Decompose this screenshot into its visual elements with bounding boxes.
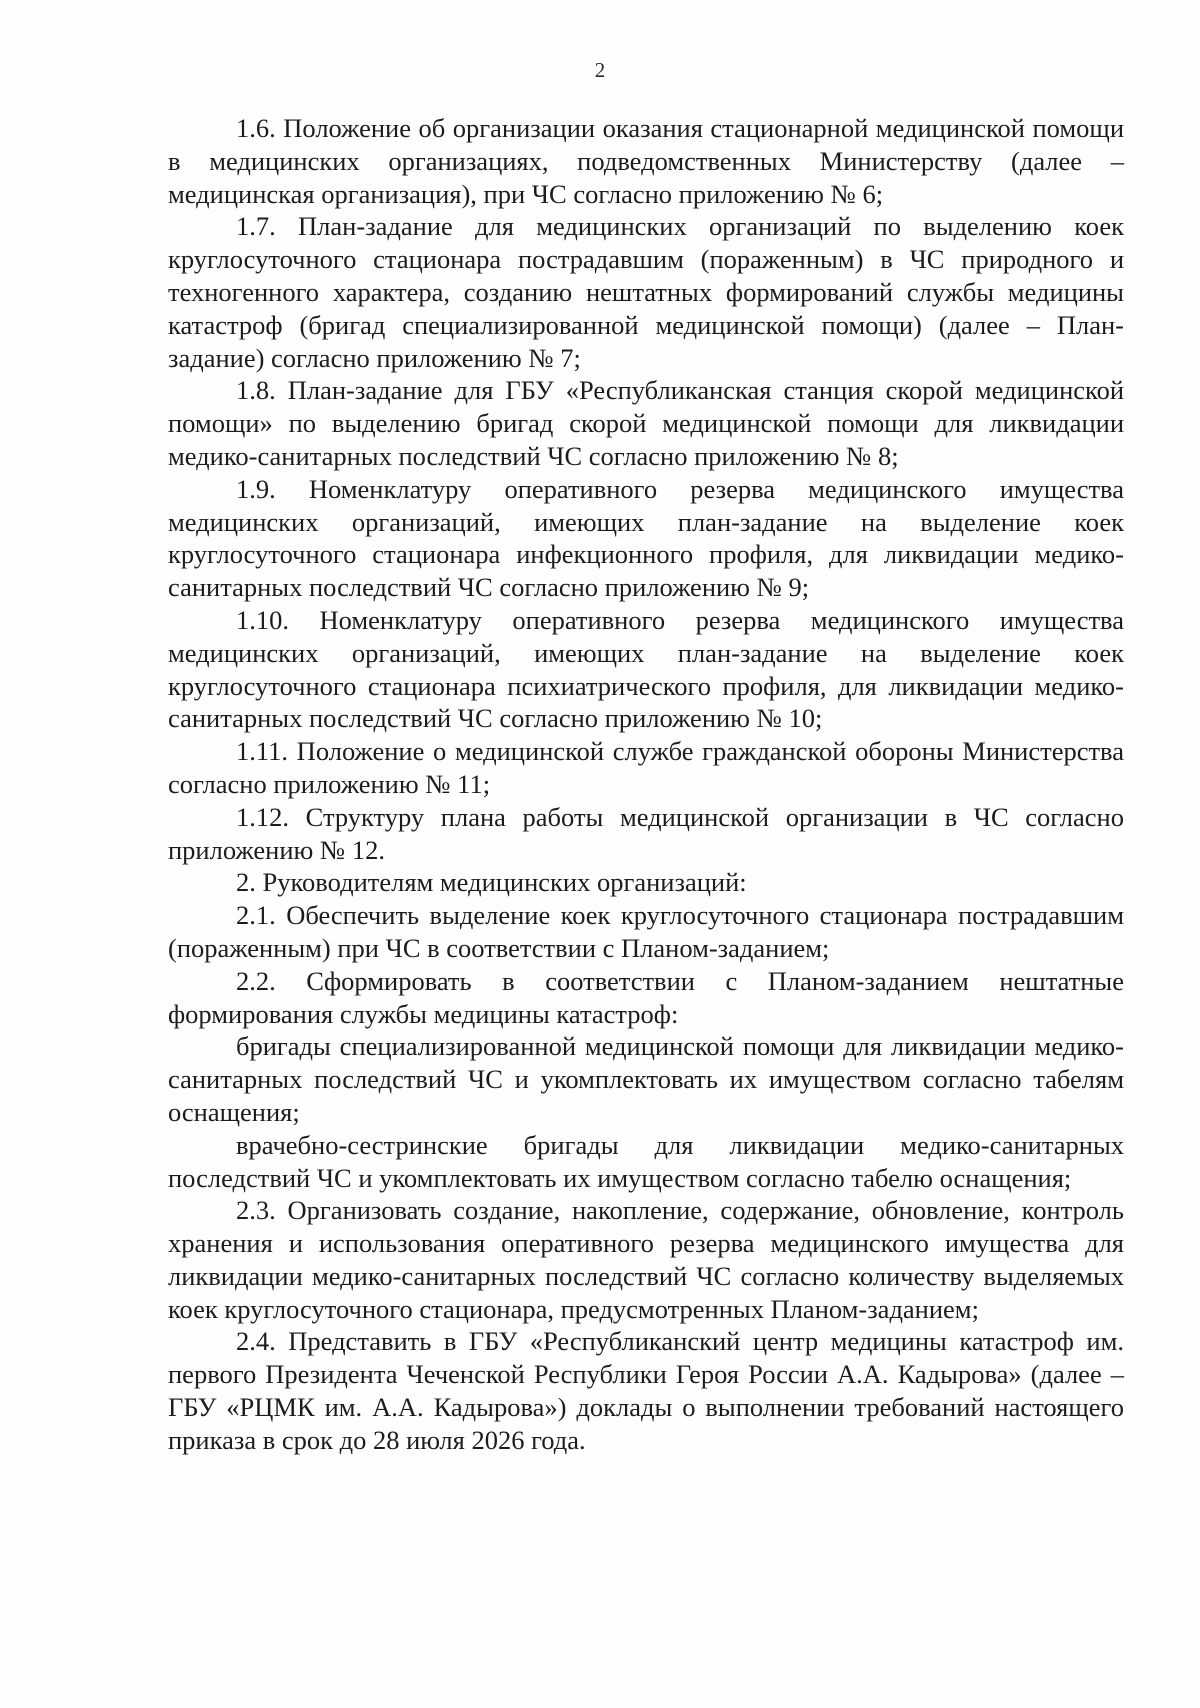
page-number: 2 xyxy=(594,58,606,82)
paragraph-2-3: 2.3. Организовать создание, накопление, содержание, обновление, контроль хранения и использования оперативного резерва медицинского имущества для ликвидации медико-санитарных последствий ЧС согласно количеству выделяемых коек круглосуточного стационара, предусмотренных Планом-заданием; xyxy=(168,1195,1124,1324)
paragraph-2-4: 2.4. Представить в ГБУ «Республиканский центр медицины катастроф им. первого Президента Чеченской Республики Героя России А.А. Кадырова» (далее – ГБУ «РЦМК им. А.А. Кадырова») доклады о выполнении требований настоящего приказа в срок до 28 июля 2026 года. xyxy=(168,1326,1124,1455)
paragraph-2-2-item-specialized-brigades: бригады специализированной медицинской помощи для ликвидации медико-санитарных последствий ЧС и укомплектовать их имуществом согласно табелям оснащения; xyxy=(168,1031,1124,1127)
paragraph-1-12: 1.12. Структуру плана работы медицинской организации в ЧС согласно приложению № 12. xyxy=(168,801,1124,865)
paragraph-1-7: 1.7. План-задание для медицинских организаций по выделению коек круглосуточного стационара пострадавшим (пораженным) в ЧС природного и техногенного характера, созданию нештатных формирований службы медицины катастроф (бригад специализированной медицинской помощи) (далее – План-задание) согласно приложению № 7; xyxy=(168,211,1124,373)
paragraph-2: 2. Руководителям медицинских организаций: xyxy=(236,867,747,898)
paragraph-2-2-item-nursing-brigades: врачебно-сестринские бригады для ликвидации медико-санитарных последствий ЧС и укомплектовать их имуществом согласно табелю оснащения; xyxy=(168,1129,1124,1193)
paragraph-1-11: 1.11. Положение о медицинской службе гражданской обороны Министерства согласно приложению № 11; xyxy=(168,736,1124,799)
document-body xyxy=(168,112,1124,1457)
paragraph-1-9: 1.9. Номенклатуру оперативного резерва медицинского имущества медицинских организаций, имеющих план-задание на выделение коек круглосуточного стационара инфекционного профиля, для ликвидации медико-санитарных последствий ЧС согласно приложению № 9; xyxy=(168,473,1124,603)
paragraph-1-8: 1.8. План-задание для ГБУ «Республиканская станция скорой медицинской помощи» по выделению бригад скорой медицинской помощи для ликвидации медико-санитарных последствий ЧС согласно приложению № 8; xyxy=(168,375,1124,471)
paragraph-1-10: 1.10. Номенклатуру оперативного резерва медицинского имущества медицинских организаций, имеющих план-задание на выделение коек круглосуточного стационара психиатрического профиля, для ликвидации медико-санитарных последствий ЧС согласно приложению № 10; xyxy=(168,604,1124,734)
paragraph-2-2: 2.2. Сформировать в соответствии с Планом-заданием нештатные формирования службы медицины катастроф: xyxy=(168,965,1124,1029)
paragraph-1-6: 1.6. Положение об организации оказания стационарной медицинской помощи в медицинских организациях, подведомственных Министерству (далее – медицинская организация), при ЧС согласно приложению № 6; xyxy=(168,113,1124,209)
paragraph-2-1: 2.1. Обеспечить выделение коек круглосуточного стационара пострадавшим (пораженным) при ЧС в соответствии с Планом-заданием; xyxy=(168,900,1124,963)
